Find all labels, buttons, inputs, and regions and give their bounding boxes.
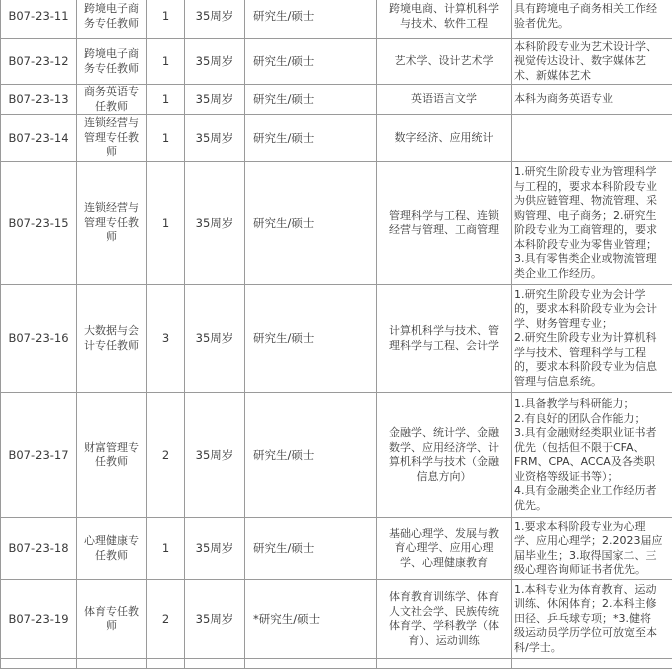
table-row [1, 162, 672, 285]
post-name-cell-line: 跨境电子商 [79, 2, 144, 17]
post-name-cell-line: 师 [79, 619, 144, 634]
requirements-cell-line: 术、新媒体艺术 [514, 69, 670, 84]
major-cell [377, 0, 512, 39]
post-name-cell-line: 任教师 [79, 100, 144, 115]
requirements-cell-line: 与工程的，要求本科阶段专业 [514, 180, 670, 195]
headcount-cell: 1 [147, 39, 185, 85]
major-cell [377, 580, 512, 659]
headcount-cell: 2 [147, 393, 185, 518]
major-cell-line: 算机科学与技术（金融 [379, 455, 509, 470]
requirements-cell-line: 优先（包括但不限于CFA、 [514, 441, 670, 456]
requirements-cell-line: 1.具备教学与科研能力； [514, 397, 670, 412]
education-cell: 研究生/硕士 [245, 0, 377, 39]
major-cell-line: 英语语言文学 [379, 92, 509, 107]
post-code-cell: B07-23-19 [1, 580, 77, 659]
post-code-cell: B07-23-13 [1, 85, 77, 115]
post-name-cell-line: 师 [79, 145, 144, 160]
headcount-cell: 1 [147, 115, 185, 162]
post-name-cell-line: 计专任教师 [79, 339, 144, 354]
age-limit-cell: 35周岁 [185, 115, 245, 162]
requirements-cell [512, 580, 672, 659]
requirements-cell-line: 购管理、电子商务；2.研究生 [514, 209, 670, 224]
major-cell-line: 信息方向） [379, 470, 509, 485]
post-code-cell: B07-23-17 [1, 393, 77, 518]
empty-cell [512, 659, 672, 669]
requirements-cell-line: 业资格等级证书等）； [514, 470, 670, 485]
post-name-cell-line: 商务英语专 [79, 85, 144, 100]
requirements-cell-line: FRM、CPA、ACCA及各类职 [514, 455, 670, 470]
table-row [1, 580, 672, 659]
age-limit-cell: 35周岁 [185, 0, 245, 39]
post-name-cell-line: 任教师 [79, 549, 144, 564]
empty-cell [1, 659, 77, 669]
post-code-cell: B07-23-11 [1, 0, 77, 39]
table-row [1, 285, 672, 393]
post-code-cell: B07-23-16 [1, 285, 77, 393]
post-name-cell [77, 518, 147, 580]
requirements-cell-line: 管理与信息系统。 [514, 375, 670, 390]
major-cell-line: 数字经济、应用统计 [379, 131, 509, 146]
age-limit-cell: 35周岁 [185, 162, 245, 285]
major-cell-line: 跨境电商、计算机科学 [379, 2, 509, 17]
post-name-cell-line: 师 [79, 230, 144, 245]
requirements-cell-line: 3.具有零售类企业或物流管理 [514, 252, 670, 267]
requirements-cell [512, 518, 672, 580]
age-limit-cell: 35周岁 [185, 39, 245, 85]
age-limit-cell: 35周岁 [185, 580, 245, 659]
table-row-partial [1, 659, 672, 669]
post-name-cell-line: 跨境电子商 [79, 47, 144, 62]
requirements-cell [512, 115, 672, 162]
major-cell [377, 85, 512, 115]
post-code-cell: B07-23-15 [1, 162, 77, 285]
post-name-cell-line: 连锁经营与 [79, 116, 144, 131]
requirements-cell-line: 1.研究生阶段专业为会计学 [514, 288, 670, 303]
major-cell [377, 393, 512, 518]
requirements-cell-line: 优先。 [514, 499, 670, 514]
post-name-cell [77, 285, 147, 393]
requirements-cell-line: 学、财务管理专业； [514, 317, 670, 332]
requirements-cell-line: 1.要求本科阶段专业为心理 [514, 520, 670, 535]
requirements-cell [512, 285, 672, 393]
major-cell-line: 金融学、统计学、金融 [379, 426, 509, 441]
empty-cell [147, 659, 185, 669]
requirements-cell-line: 1.本科专业为体育教育、运动 [514, 583, 670, 598]
post-code-cell: B07-23-14 [1, 115, 77, 162]
age-limit-cell: 35周岁 [185, 85, 245, 115]
post-name-cell [77, 115, 147, 162]
major-cell-line: 经营与管理、工商管理 [379, 223, 509, 238]
headcount-cell: 1 [147, 0, 185, 39]
requirements-cell-line: 学与技术、管理科学与工程 [514, 346, 670, 361]
requirements-cell [512, 39, 672, 85]
requirements-cell-line: 类企业工作经历。 [514, 267, 670, 282]
post-name-cell-line: 连锁经营与 [79, 201, 144, 216]
post-name-cell [77, 39, 147, 85]
age-limit-cell: 35周岁 [185, 285, 245, 393]
education-cell: 研究生/硕士 [245, 115, 377, 162]
post-name-cell [77, 0, 147, 39]
requirements-cell-line: 3.具有金融财经类职业证书者 [514, 426, 670, 441]
age-limit-cell: 35周岁 [185, 393, 245, 518]
requirements-cell-line: 本科阶段专业为零售业管理； [514, 238, 670, 253]
education-cell: 研究生/硕士 [245, 285, 377, 393]
education-cell: 研究生/硕士 [245, 518, 377, 580]
requirements-cell-line: 的，要求本科阶段专业为信息 [514, 360, 670, 375]
requirements-cell-line: 级心理咨询师证书者优先。 [514, 563, 670, 578]
requirements-cell [512, 162, 672, 285]
requirements-cell-line: 训练、休闲体育；2.本科主修 [514, 597, 670, 612]
headcount-cell: 1 [147, 518, 185, 580]
table-row [1, 518, 672, 580]
requirements-cell-line: 届毕业生；3.取得国家二、三 [514, 549, 670, 564]
headcount-cell: 3 [147, 285, 185, 393]
post-name-cell-line: 务专任教师 [79, 62, 144, 77]
major-cell-line: 基础心理学、发展与教 [379, 527, 509, 542]
education-cell: *研究生/硕士 [245, 580, 377, 659]
major-cell [377, 115, 512, 162]
post-name-cell-line: 管理专任教 [79, 216, 144, 231]
education-cell: 研究生/硕士 [245, 39, 377, 85]
requirements-cell [512, 85, 672, 115]
major-cell-line: 育心理学、应用心理 [379, 541, 509, 556]
major-cell-line: 理科学与工程、会计学 [379, 339, 509, 354]
age-limit-cell: 35周岁 [185, 518, 245, 580]
empty-cell [185, 659, 245, 669]
post-name-cell [77, 162, 147, 285]
headcount-cell: 1 [147, 85, 185, 115]
post-name-cell-line: 心理健康专 [79, 534, 144, 549]
requirements-cell-line: 1.研究生阶段专业为管理科学 [514, 165, 670, 180]
requirements-cell-line: 本科阶段专业为艺术设计学、 [514, 40, 670, 55]
post-name-cell-line: 务专任教师 [79, 17, 144, 32]
requirements-cell-line: 学、应用心理学；2.2023届应 [514, 534, 670, 549]
post-name-cell-line: 任教师 [79, 455, 144, 470]
major-cell [377, 162, 512, 285]
post-name-cell-line: 体育专任教 [79, 605, 144, 620]
requirements-cell-line: 4.具有金融类企业工作经历者 [514, 484, 670, 499]
requirements-cell-line: 视觉传达设计、数字媒体艺 [514, 54, 670, 69]
table-row [1, 393, 672, 518]
post-name-cell-line: 大数据与会 [79, 324, 144, 339]
major-cell [377, 39, 512, 85]
post-code-cell: B07-23-18 [1, 518, 77, 580]
post-name-cell [77, 393, 147, 518]
major-cell [377, 285, 512, 393]
empty-cell [245, 659, 377, 669]
requirements-cell-line: 科/学士。 [514, 641, 670, 656]
major-cell-line: 体育教育训练学、体育 [379, 590, 509, 605]
post-name-cell [77, 580, 147, 659]
empty-cell [377, 659, 512, 669]
table-row [1, 39, 672, 85]
requirements-cell-line: 田径、乒乓球专项；*3.健将 [514, 612, 670, 627]
major-cell-line: 计算机科学与技术、管 [379, 324, 509, 339]
major-cell-line: 管理科学与工程、连锁 [379, 209, 509, 224]
major-cell-line: 数学、应用经济学、计 [379, 441, 509, 456]
requirements-cell-line: 具有跨境电子商务相关工作经 [514, 2, 670, 17]
requirements-cell-line: 本科为商务英语专业 [514, 92, 670, 107]
major-cell [377, 518, 512, 580]
major-cell-line: 体育学、学科教学（体 [379, 619, 509, 634]
requirements-cell-line: 为供应链管理、物流管理、采 [514, 194, 670, 209]
major-cell-line: 与技术、软件工程 [379, 17, 509, 32]
post-name-cell-line: 管理专任教 [79, 131, 144, 146]
major-cell-line: 育）、运动训练 [379, 634, 509, 649]
requirements-cell-line: 级运动员学历学位可放宽至本 [514, 626, 670, 641]
major-cell-line: 艺术学、设计艺术学 [379, 54, 509, 69]
major-cell-line: 人文社会学、民族传统 [379, 605, 509, 620]
education-cell: 研究生/硕士 [245, 162, 377, 285]
table-row [1, 115, 672, 162]
table-row [1, 0, 672, 39]
post-name-cell-line: 财富管理专 [79, 441, 144, 456]
requirements-cell-line: 阶段专业为工商管理的，要求 [514, 223, 670, 238]
table-row [1, 85, 672, 115]
education-cell: 研究生/硕士 [245, 393, 377, 518]
headcount-cell: 2 [147, 580, 185, 659]
post-code-cell: B07-23-12 [1, 39, 77, 85]
requirements-cell-line: 验者优先。 [514, 17, 670, 32]
empty-cell [77, 659, 147, 669]
requirements-cell [512, 393, 672, 518]
major-cell-line: 学、心理健康教育 [379, 556, 509, 571]
headcount-cell: 1 [147, 162, 185, 285]
requirements-cell-line: 2.研究生阶段专业为计算机科 [514, 331, 670, 346]
requirements-cell-line: 的，要求本科阶段专业为会计 [514, 302, 670, 317]
requirements-cell-line: 2.有良好的团队合作能力； [514, 412, 670, 427]
education-cell: 研究生/硕士 [245, 85, 377, 115]
requirements-cell [512, 0, 672, 39]
post-name-cell [77, 85, 147, 115]
